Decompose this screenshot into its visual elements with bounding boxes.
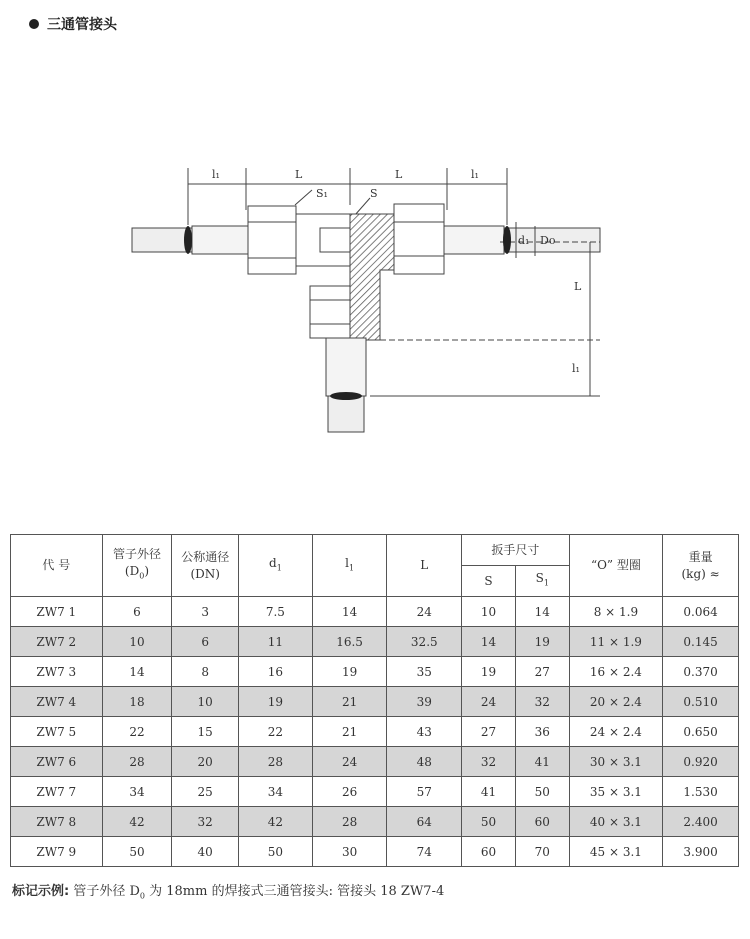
header-code: 代 号 bbox=[11, 535, 103, 597]
header-weight: 重量 (kg) ≈ bbox=[663, 535, 739, 597]
dim-L-left: L bbox=[295, 168, 303, 181]
header-pipe-od: 管子外径 $(D_0)$ bbox=[102, 535, 172, 597]
marking-example bbox=[12, 880, 444, 901]
dim-d1: d₁ bbox=[518, 234, 530, 247]
header-L: L bbox=[387, 535, 462, 597]
table-row: ZW7 9 50 40 50 30 74 60 70 45 × 3.1 3.900 bbox=[11, 837, 739, 867]
header-oring: “O” 型圈 bbox=[569, 535, 663, 597]
dim-l1-right: l₁ bbox=[471, 168, 479, 181]
section-title bbox=[29, 14, 117, 34]
marking-example-sub: 0 bbox=[139, 891, 145, 901]
section-title-text: 三通管接头 bbox=[47, 17, 117, 33]
table-row: ZW7 5 22 15 22 21 43 27 36 24 × 2.4 0.650 bbox=[11, 717, 739, 747]
dim-l1-vertical: l₁ bbox=[572, 362, 580, 375]
header-dn: 公称通径 (DN) bbox=[172, 535, 239, 597]
bullet-icon bbox=[29, 19, 39, 29]
marking-example-text-b: 为 18mm 的焊接式三通管接头: 管接头 18 ZW7-4 bbox=[145, 884, 445, 899]
dim-L-vertical: L bbox=[574, 280, 582, 293]
table-row: ZW7 6 28 20 28 24 48 32 41 30 × 3.1 0.920 bbox=[11, 747, 739, 777]
dim-l1-left: l₁ bbox=[212, 168, 220, 181]
tee-fitting-drawing bbox=[0, 150, 750, 450]
marking-example-label: 标记示例: bbox=[12, 884, 70, 899]
table-row: ZW7 3 14 8 16 19 35 19 27 16 × 2.4 0.370 bbox=[11, 657, 739, 687]
table-row: ZW7 4 18 10 19 21 39 24 32 20 × 2.4 0.510 bbox=[11, 687, 739, 717]
table-row: ZW7 8 42 32 42 28 64 50 60 40 × 3.1 2.400 bbox=[11, 807, 739, 837]
table-row: ZW7 7 34 25 34 26 57 41 50 35 × 3.1 1.530 bbox=[11, 777, 739, 807]
header-S: S bbox=[462, 566, 516, 597]
header-d1: $d_1$ bbox=[239, 535, 313, 597]
table-row: ZW7 1 6 3 7.5 14 24 10 14 8 × 1.9 0.064 bbox=[11, 597, 739, 627]
header-S1: $S_1$ bbox=[515, 566, 569, 597]
dim-D0: Do bbox=[540, 234, 556, 247]
header-wrench: 扳手尺寸 bbox=[462, 535, 570, 566]
dim-S: S bbox=[370, 187, 378, 200]
spec-table bbox=[10, 534, 739, 867]
dim-L-right: L bbox=[395, 168, 403, 181]
marking-example-text-a: 管子外径 D bbox=[73, 884, 140, 899]
dim-S1: S₁ bbox=[316, 187, 328, 200]
header-l1: $l_1$ bbox=[312, 535, 387, 597]
table-row: ZW7 2 10 6 11 16.5 32.5 14 19 11 × 1.9 0.145 bbox=[11, 627, 739, 657]
